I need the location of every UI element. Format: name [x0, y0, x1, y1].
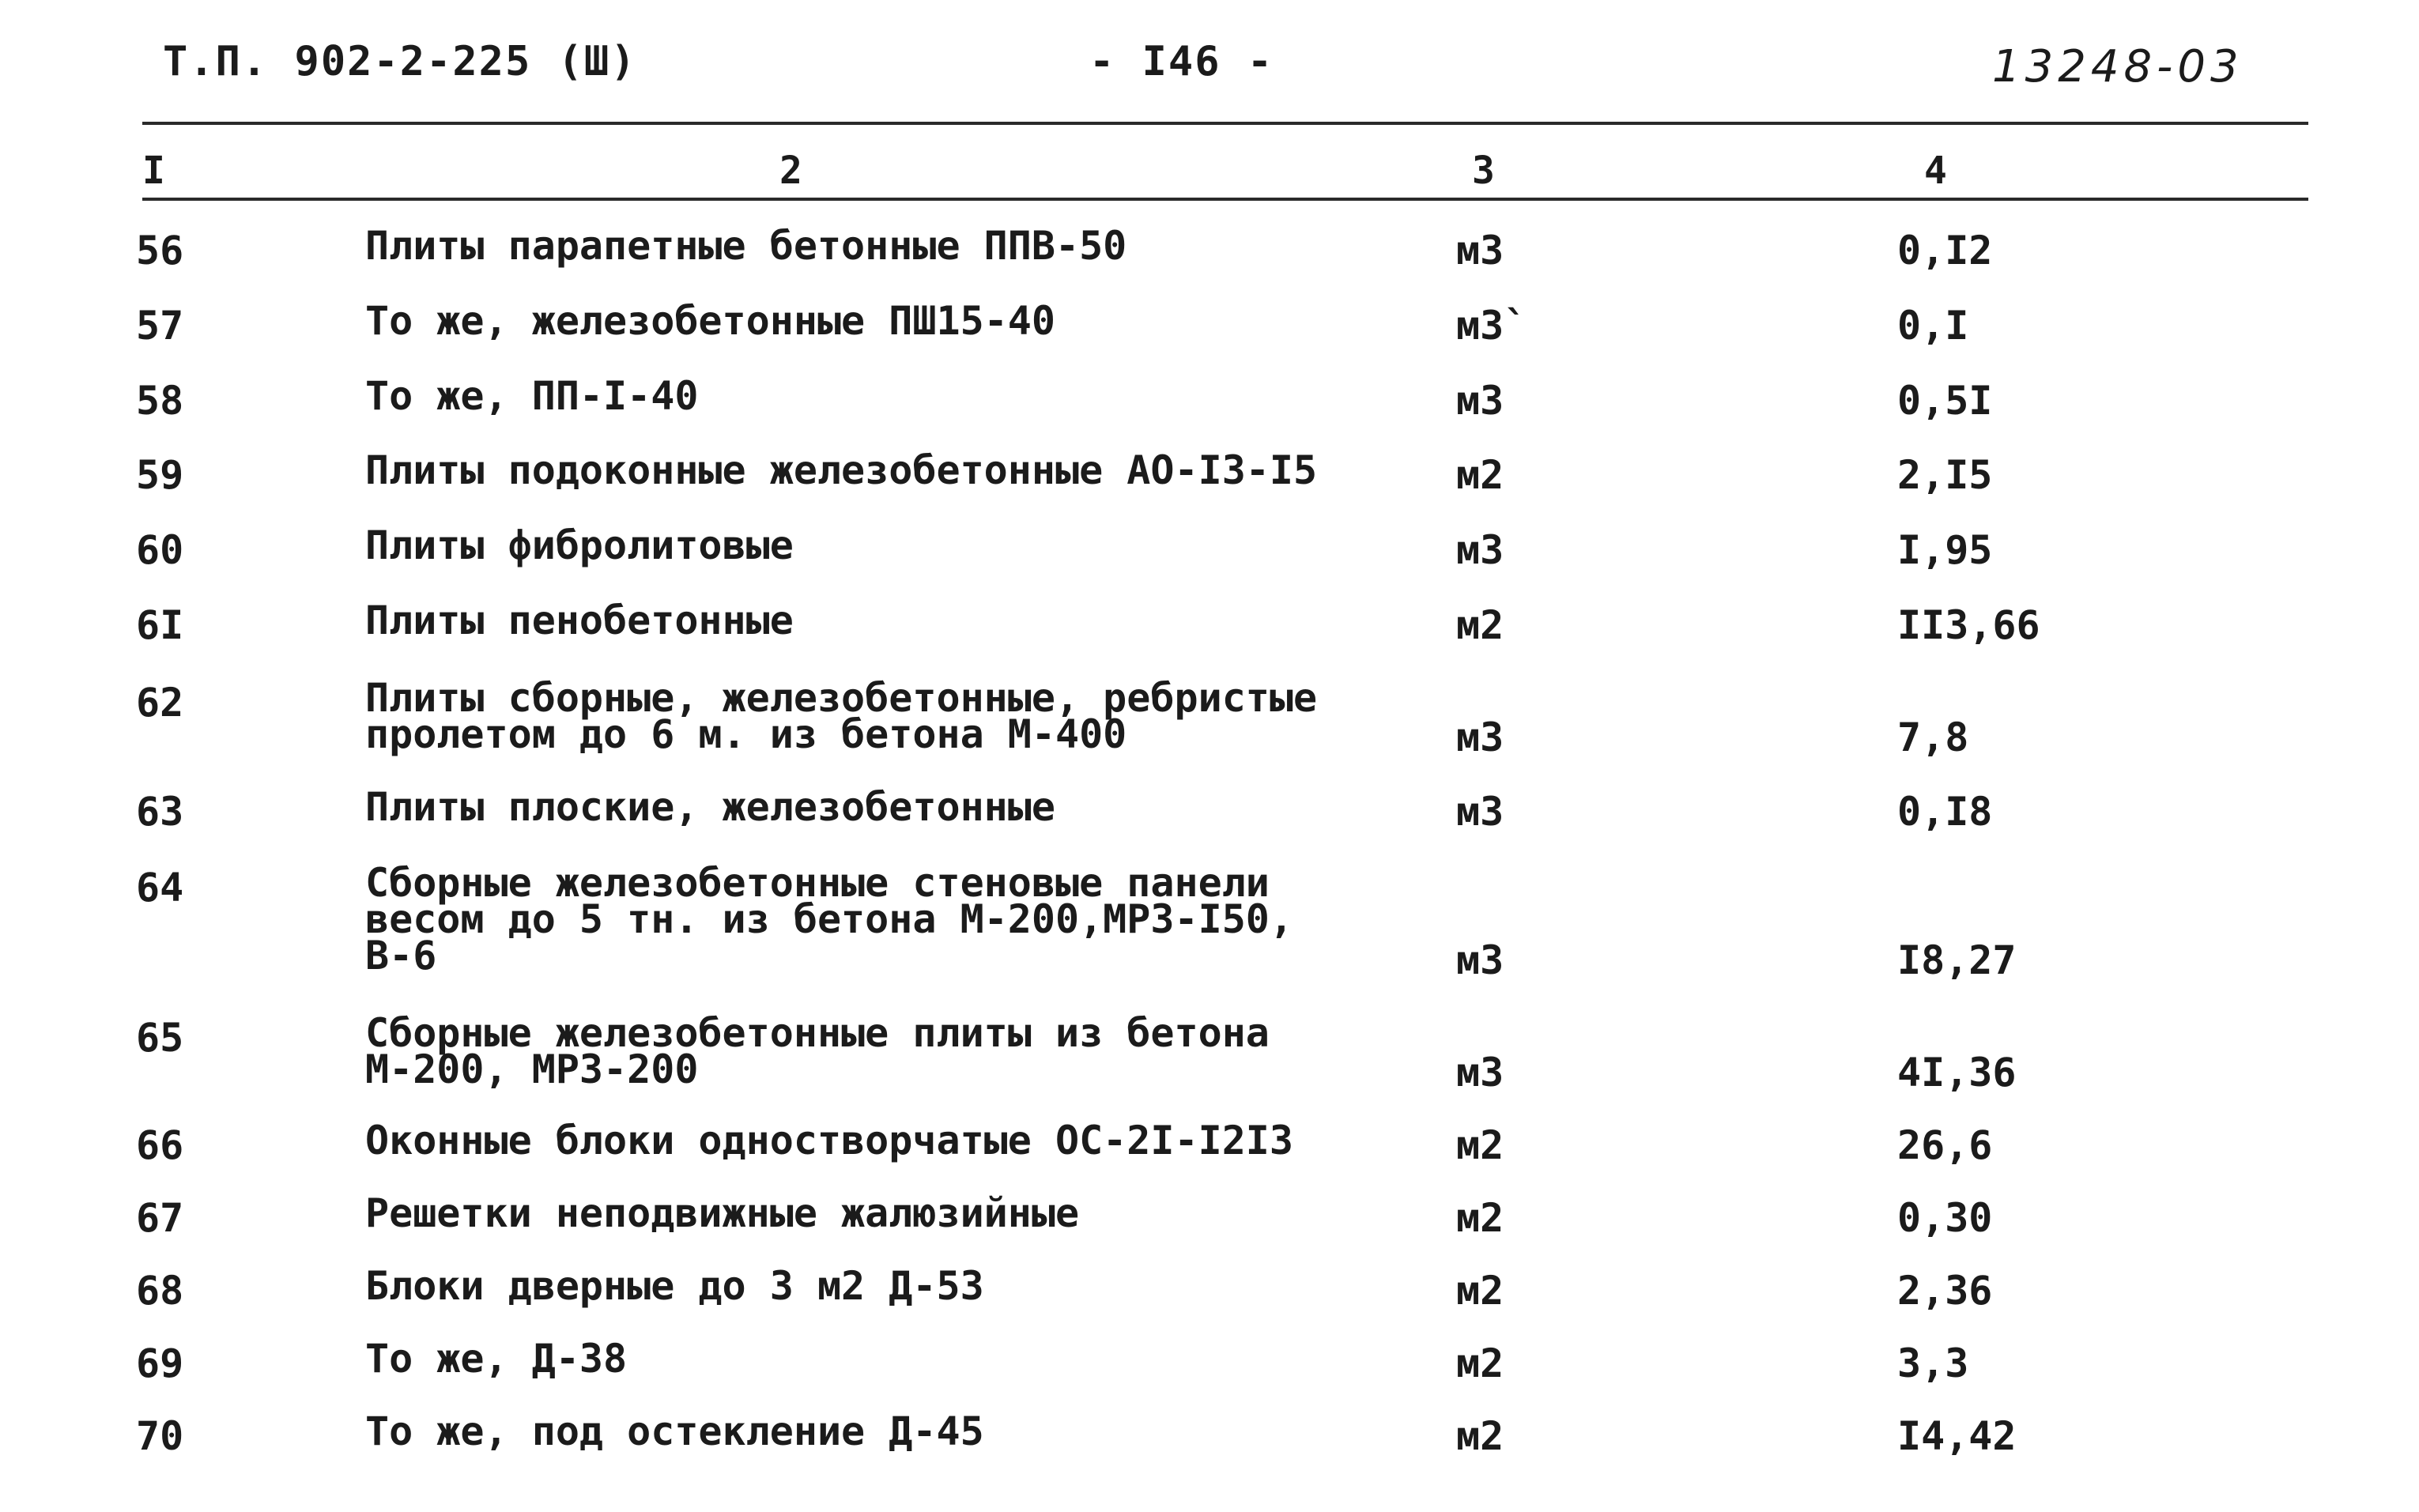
item-unit: м2: [1456, 1195, 1504, 1241]
item-name: Плиты парапетные бетонные ППВ-50: [365, 223, 1127, 269]
row-number: 58: [136, 378, 184, 424]
item-quantity: 2,36: [1897, 1268, 1993, 1314]
item-unit: м3: [1456, 527, 1504, 573]
document-code: Т.П. 902-2-225 (Ш): [163, 38, 637, 85]
row-number: 65: [136, 1015, 184, 1061]
item-name: Решетки неподвижные жалюзийные: [365, 1190, 1080, 1236]
item-name: То же, ПП-I-40: [365, 373, 699, 419]
column-number-4: 4: [1924, 149, 1947, 193]
item-quantity: 7,8: [1897, 715, 1969, 760]
item-unit: м3: [1456, 228, 1504, 273]
row-number: 69: [136, 1340, 184, 1386]
column-number-2: 2: [779, 149, 802, 193]
row-number: 62: [136, 680, 184, 726]
item-name: То же, Д-38: [365, 1336, 628, 1382]
row-number: 59: [136, 452, 184, 498]
row-number: 64: [136, 865, 184, 911]
page-number: - I46 -: [1089, 38, 1274, 85]
item-quantity: 0,30: [1897, 1195, 1993, 1241]
item-quantity: 0,I: [1897, 303, 1969, 349]
item-name: Сборные железобетонные плиты из бетона М-200, МРЗ-200: [365, 1010, 1270, 1092]
item-quantity: 26,6: [1897, 1122, 1993, 1168]
item-name: То же, железобетонные ПШ15-40: [365, 298, 1055, 344]
item-quantity: I4,42: [1897, 1413, 2017, 1459]
item-name: Плиты подоконные железобетонные АО-I3-I5: [365, 447, 1318, 493]
item-quantity: I,95: [1897, 527, 1993, 573]
row-number: 6I: [136, 602, 184, 648]
item-unit: м3`: [1456, 303, 1528, 349]
item-quantity: 0,I2: [1897, 228, 1993, 273]
item-quantity: II3,66: [1897, 602, 2040, 648]
item-unit: м2: [1456, 1413, 1504, 1459]
item-quantity: 4I,36: [1897, 1050, 2017, 1095]
item-name: Плиты плоские, железобетонные: [365, 784, 1055, 830]
item-unit: м2: [1456, 1340, 1504, 1386]
item-quantity: I8,27: [1897, 937, 2017, 983]
inventory-number: 13248-03: [1992, 41, 2244, 92]
item-unit: м3: [1456, 789, 1504, 835]
item-name: Плиты сборные, железобетонные, ребристые пролетом до 6 м. из бетона М-400: [365, 675, 1318, 757]
item-quantity: 0,I8: [1897, 789, 1993, 835]
item-unit: м2: [1456, 1268, 1504, 1314]
column-number-1: I: [142, 149, 165, 193]
row-number: 68: [136, 1268, 184, 1314]
item-unit: м2: [1456, 452, 1504, 498]
row-number: 70: [136, 1413, 184, 1459]
item-quantity: 0,5I: [1897, 378, 1993, 424]
item-unit: м3: [1456, 937, 1504, 983]
item-unit: м3: [1456, 1050, 1504, 1095]
row-number: 67: [136, 1195, 184, 1241]
item-name: Блоки дверные до 3 м2 Д-53: [365, 1263, 984, 1309]
item-quantity: 2,I5: [1897, 452, 1993, 498]
item-unit: м3: [1456, 715, 1504, 760]
item-name: Оконные блоки одностворчатые ОС-2I-I2I3: [365, 1118, 1293, 1163]
row-number: 57: [136, 303, 184, 349]
item-name: То же, под остекление Д-45: [365, 1408, 984, 1454]
row-number: 56: [136, 228, 184, 273]
item-quantity: 3,3: [1897, 1340, 1969, 1386]
item-name: Сборные железобетонные стеновые панели весом до 5 тн. из бетона М-200,МРЗ-I50, В-6: [365, 860, 1293, 978]
item-unit: м3: [1456, 378, 1504, 424]
item-unit: м2: [1456, 1122, 1504, 1168]
column-number-3: 3: [1472, 149, 1495, 193]
item-unit: м2: [1456, 602, 1504, 648]
item-name: Плиты фибролитовые: [365, 522, 794, 568]
item-name: Плиты пенобетонные: [365, 598, 794, 643]
row-number: 63: [136, 789, 184, 835]
row-number: 66: [136, 1122, 184, 1168]
row-number: 60: [136, 527, 184, 573]
